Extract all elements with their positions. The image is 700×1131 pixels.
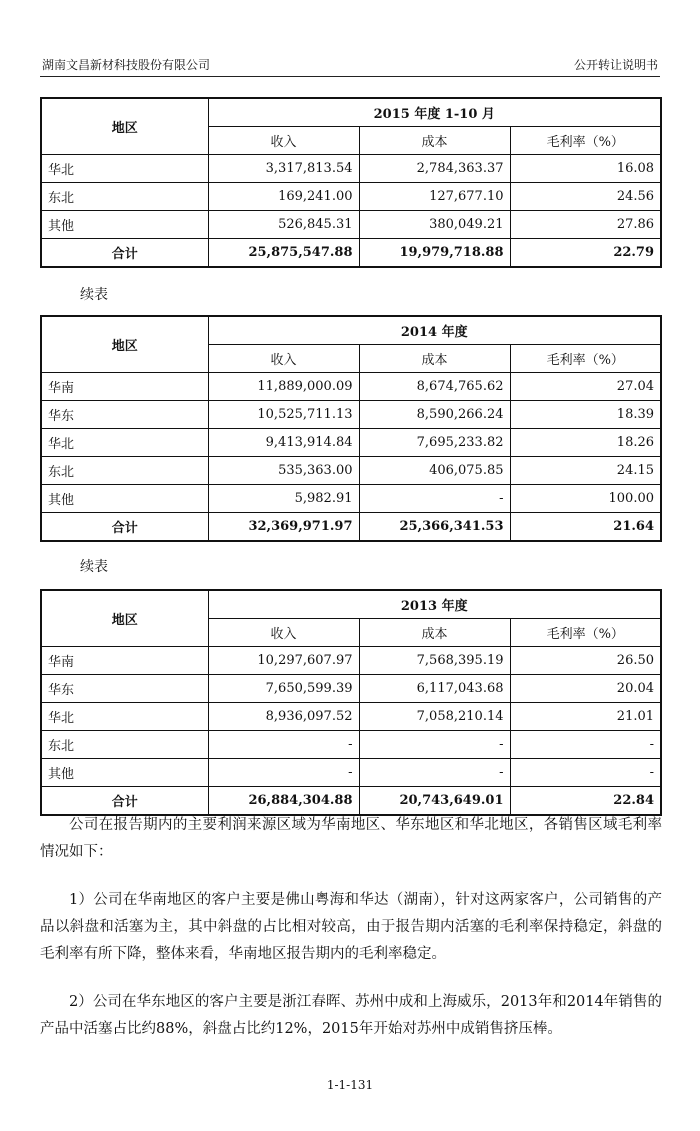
- table-row: [41, 429, 661, 457]
- col-revenue: 收入: [208, 127, 359, 155]
- cell-margin: 16.08: [510, 155, 661, 183]
- col-cost: 成本: [359, 619, 510, 647]
- cell-region: 合计: [41, 513, 208, 542]
- cell-margin: 24.15: [510, 457, 661, 485]
- paragraph-south-china: 1）公司在华南地区的客户主要是佛山粤海和华达（湖南），针对这两家客户，公司销售的产品以斜盘和活塞为主，其中斜盘的占比相对较高，由于报告期内活塞的毛利率保持稳定，斜盘的毛利率有所下降，整体来看，华南地区报告期内的毛利率稳定。: [40, 892, 662, 962]
- cell-revenue: 7,650,599.39: [208, 675, 359, 703]
- cell-revenue: 9,413,914.84: [208, 429, 359, 457]
- cell-cost: -: [359, 759, 510, 787]
- cell-cost: 6,117,043.68: [359, 675, 510, 703]
- paragraph-intro: 公司在报告期内的主要利润来源区域为华南地区、华东地区和华北地区，各销售区域毛利率情况如下：: [40, 817, 662, 860]
- cell-region: 华北: [41, 703, 208, 731]
- cell-margin: 21.01: [510, 703, 661, 731]
- col-revenue: 收入: [208, 619, 359, 647]
- col-margin: 毛利率（%）: [510, 619, 661, 647]
- cell-revenue: 25,875,547.88: [208, 239, 359, 268]
- cell-cost: -: [359, 485, 510, 513]
- col-revenue: 收入: [208, 345, 359, 373]
- table-row: [41, 155, 661, 183]
- cell-margin: 20.04: [510, 675, 661, 703]
- cell-margin: 26.50: [510, 647, 661, 675]
- cell-revenue: 10,525,711.13: [208, 401, 359, 429]
- table-row: [41, 457, 661, 485]
- cell-revenue: 3,317,813.54: [208, 155, 359, 183]
- cell-region: 华北: [41, 429, 208, 457]
- period-header: 2013 年度: [208, 590, 661, 619]
- period-header: 2014 年度: [208, 316, 661, 345]
- col-cost: 成本: [359, 127, 510, 155]
- total-row: [41, 787, 661, 816]
- cell-cost: 406,075.85: [359, 457, 510, 485]
- cell-revenue: 5,982.91: [208, 485, 359, 513]
- period-header: 2015 年度 1-10 月: [208, 98, 661, 127]
- cell-region: 其他: [41, 211, 208, 239]
- table-row: [41, 183, 661, 211]
- cell-region: 华南: [41, 647, 208, 675]
- cell-revenue: 11,889,000.09: [208, 373, 359, 401]
- cell-region: 东北: [41, 457, 208, 485]
- cell-cost: 7,058,210.14: [359, 703, 510, 731]
- cell-revenue: -: [208, 731, 359, 759]
- cell-revenue: 32,369,971.97: [208, 513, 359, 542]
- cell-region: 合计: [41, 787, 208, 816]
- total-row: [41, 513, 661, 542]
- cell-region: 华北: [41, 155, 208, 183]
- table-2015: [40, 97, 662, 268]
- cell-region: 华东: [41, 675, 208, 703]
- cell-margin: 27.04: [510, 373, 661, 401]
- company-name: 湖南文昌新材科技股份有限公司: [42, 58, 211, 72]
- cell-region: 东北: [41, 731, 208, 759]
- table-2014: [40, 315, 662, 542]
- cell-margin: 22.84: [510, 787, 661, 816]
- cell-margin: 21.64: [510, 513, 661, 542]
- cell-region: 合计: [41, 239, 208, 268]
- cell-revenue: 8,936,097.52: [208, 703, 359, 731]
- cell-margin: 27.86: [510, 211, 661, 239]
- cell-cost: 7,568,395.19: [359, 647, 510, 675]
- total-row: [41, 239, 661, 268]
- cell-cost: 25,366,341.53: [359, 513, 510, 542]
- cell-revenue: -: [208, 759, 359, 787]
- cell-margin: 24.56: [510, 183, 661, 211]
- table-row: [41, 211, 661, 239]
- cell-revenue: 26,884,304.88: [208, 787, 359, 816]
- cell-cost: 127,677.10: [359, 183, 510, 211]
- cell-region: 其他: [41, 485, 208, 513]
- col-margin: 毛利率（%）: [510, 345, 661, 373]
- page-number: 1-1-131: [326, 1078, 374, 1092]
- page-header: [40, 54, 660, 77]
- table-row: [41, 759, 661, 787]
- table-row: [41, 675, 661, 703]
- cell-cost: 20,743,649.01: [359, 787, 510, 816]
- cell-region: 华东: [41, 401, 208, 429]
- table-row: [41, 647, 661, 675]
- col-cost: 成本: [359, 345, 510, 373]
- cell-margin: -: [510, 731, 661, 759]
- cell-cost: 380,049.21: [359, 211, 510, 239]
- cell-region: 其他: [41, 759, 208, 787]
- continued-label: 续表: [80, 287, 108, 303]
- col-region: 地区: [41, 590, 208, 647]
- cell-margin: 100.00: [510, 485, 661, 513]
- cell-revenue: 10,297,607.97: [208, 647, 359, 675]
- table-row: [41, 703, 661, 731]
- cell-cost: 2,784,363.37: [359, 155, 510, 183]
- table-row: [41, 373, 661, 401]
- col-region: 地区: [41, 98, 208, 155]
- col-region: 地区: [41, 316, 208, 373]
- table-row: [41, 731, 661, 759]
- cell-margin: 22.79: [510, 239, 661, 268]
- table-row: [41, 485, 661, 513]
- paragraph-east-china: 2）公司在华东地区的客户主要是浙江春晖、苏州中成和上海威乐，2013年和2014年销售的产品中活塞占比约88%，斜盘占比约12%，2015年开始对苏州中成销售挤压棒。: [40, 994, 662, 1037]
- cell-margin: -: [510, 759, 661, 787]
- cell-region: 东北: [41, 183, 208, 211]
- cell-cost: 8,590,266.24: [359, 401, 510, 429]
- cell-revenue: 169,241.00: [208, 183, 359, 211]
- cell-margin: 18.26: [510, 429, 661, 457]
- cell-cost: 19,979,718.88: [359, 239, 510, 268]
- cell-cost: -: [359, 731, 510, 759]
- cell-revenue: 535,363.00: [208, 457, 359, 485]
- col-margin: 毛利率（%）: [510, 127, 661, 155]
- document-title: 公开转让说明书: [573, 58, 658, 72]
- cell-cost: 7,695,233.82: [359, 429, 510, 457]
- cell-revenue: 526,845.31: [208, 211, 359, 239]
- cell-margin: 18.39: [510, 401, 661, 429]
- cell-cost: 8,674,765.62: [359, 373, 510, 401]
- continued-label: 续表: [80, 559, 108, 575]
- cell-region: 华南: [41, 373, 208, 401]
- table-2013: [40, 589, 662, 816]
- table-row: [41, 401, 661, 429]
